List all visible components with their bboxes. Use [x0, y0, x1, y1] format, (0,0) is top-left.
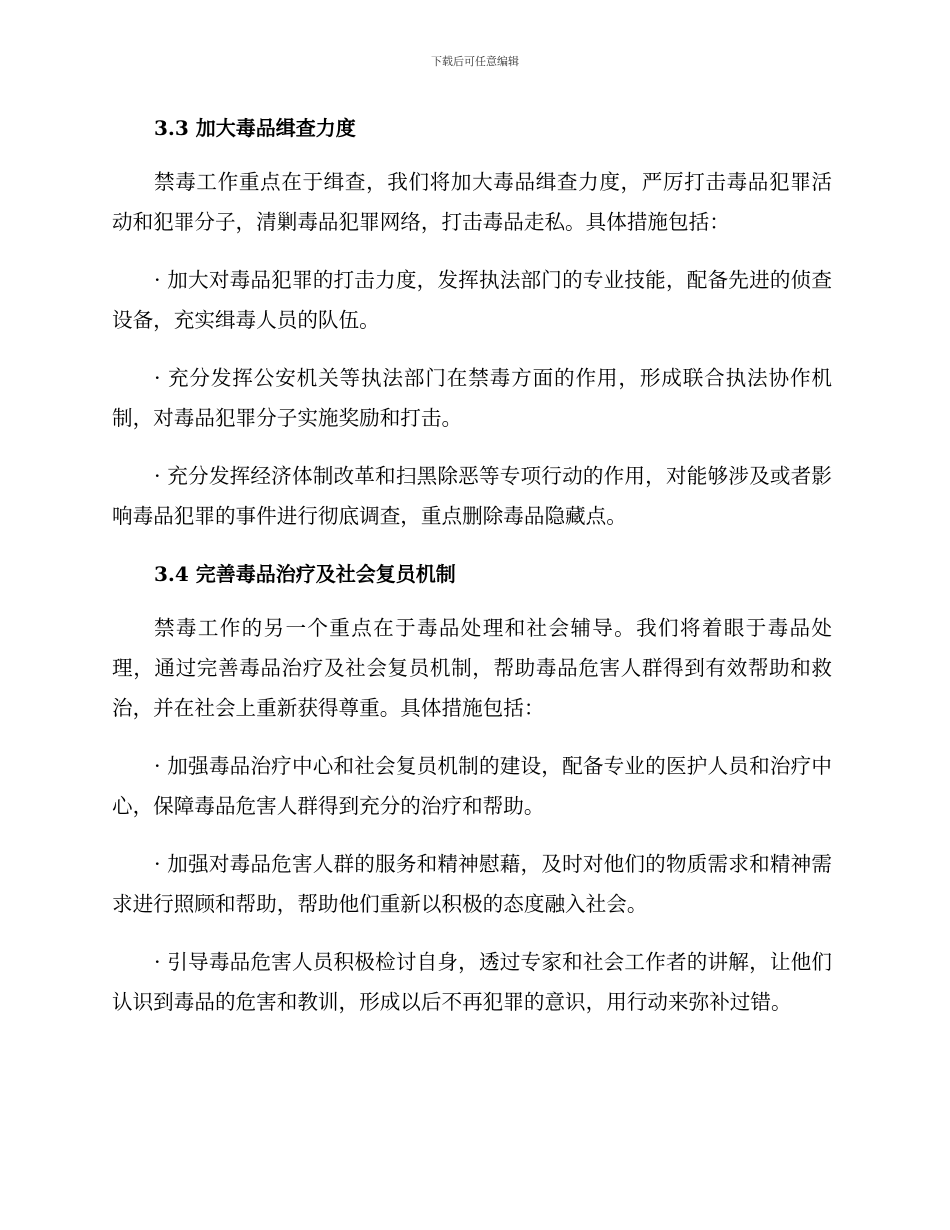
section-heading-3-4: 3.4 完善毒品治疗及社会复员机制: [154, 562, 456, 586]
document-body: [112, 108, 832, 1040]
section-3-4-bullet-1: · 加强毒品治疗中心和社会复员机制的建设，配备专业的医护人员和治疗中心，保障毒品危害人群得到充分的治疗和帮助。: [112, 754, 832, 818]
page-header: 下载后可任意编辑: [431, 55, 519, 68]
section-3-3-bullet-3: · 充分发挥经济体制改革和扫黑除恶等专项行动的作用，对能够涉及或者影响毒品犯罪的事件进行彻底调查，重点删除毒品隐藏点。: [112, 464, 832, 528]
section-heading-3-3: 3.3 加大毒品缉查力度: [154, 116, 356, 140]
section-3-3-bullet-2: · 充分发挥公安机关等执法部门在禁毒方面的作用，形成联合执法协作机制，对毒品犯罪分子实施奖励和打击。: [112, 366, 832, 430]
section-3-4-bullet-2: · 加强对毒品危害人群的服务和精神慰藉，及时对他们的物质需求和精神需求进行照顾和帮助，帮助他们重新以积极的态度融入社会。: [112, 852, 832, 916]
section-3-3-bullet-1: · 加大对毒品犯罪的打击力度，发挥执法部门的专业技能，配备先进的侦查设备，充实缉毒人员的队伍。: [112, 268, 832, 332]
section-3-3-intro: 禁毒工作重点在于缉查，我们将加大毒品缉查力度，严厉打击毒品犯罪活动和犯罪分子，清剿毒品犯罪网络，打击毒品走私。具体措施包括：: [112, 170, 832, 234]
section-3-4-intro: 禁毒工作的另一个重点在于毒品处理和社会辅导。我们将着眼于毒品处理，通过完善毒品治疗及社会复员机制，帮助毒品危害人群得到有效帮助和救治，并在社会上重新获得尊重。具体措施包括：: [112, 616, 832, 720]
section-3-4-bullet-3: · 引导毒品危害人员积极检讨自身，透过专家和社会工作者的讲解，让他们认识到毒品的危害和教训，形成以后不再犯罪的意识，用行动来弥补过错。: [112, 950, 832, 1014]
